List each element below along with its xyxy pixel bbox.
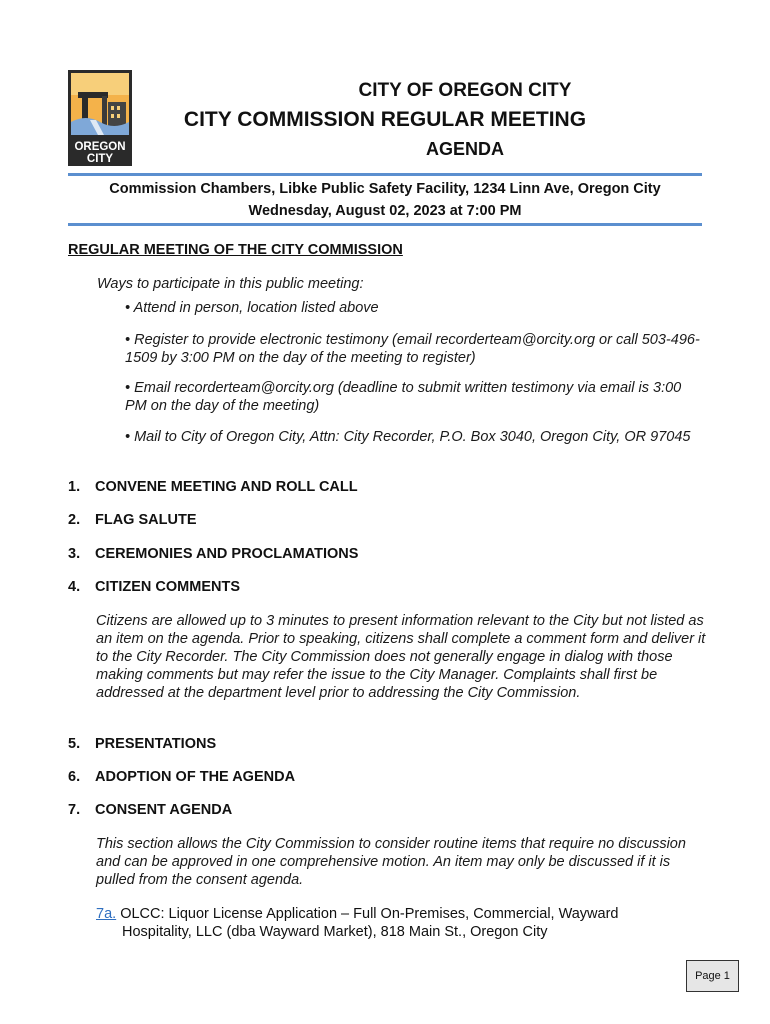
participation-bullet: • Attend in person, location listed above xyxy=(125,300,379,316)
section-title: REGULAR MEETING OF THE CITY COMMISSION xyxy=(68,242,403,258)
divider-bottom xyxy=(68,223,702,226)
consent-item-7a-text-2: Hospitality, LLC (dba Wayward Market), 818 Main St., Oregon City xyxy=(122,924,548,940)
participation-intro: Ways to participate in this public meeting: xyxy=(97,276,364,292)
logo-text-city: CITY xyxy=(86,153,114,165)
city-name: CITY OF OREGON CITY xyxy=(358,80,572,101)
consent-item-7a xyxy=(96,905,706,941)
agenda-item-5: 5. PRESENTATIONS xyxy=(68,736,217,752)
meeting-title: CITY COMMISSION REGULAR MEETING xyxy=(183,108,587,131)
agenda-item-7: 7. CONSENT AGENDA xyxy=(68,802,233,818)
consent-item-7a-text-1: OLCC: Liquor License Application – Full On-Premises, Commercial, Wayward xyxy=(120,906,619,922)
participation-bullet: • Email recorderteam@orcity.org (deadline to submit written testimony via email is 3:00 PM on the day of the meeting) xyxy=(125,380,682,414)
agenda-item-2: 2. FLAG SALUTE xyxy=(68,512,197,528)
logo-text-oregon: OREGON xyxy=(74,141,126,153)
divider-top xyxy=(68,173,702,176)
consent-agenda-description: This section allows the City Commission to consider routine items that require no discussion and can be approved in one comprehensive motion. An item may only be discussed if it is pulled from the consent agenda. xyxy=(96,836,686,888)
agenda-item-1: 1. CONVENE MEETING AND ROLL CALL xyxy=(68,479,358,495)
participation-bullet: • Mail to City of Oregon City, Attn: City Recorder, P.O. Box 3040, Oregon City, OR 97045 xyxy=(125,429,691,445)
meeting-location: Commission Chambers, Libke Public Safety Facility, 1234 Linn Ave, Oregon City xyxy=(109,181,661,197)
participation-bullet: • Register to provide electronic testimony (email recorderteam@orcity.org or call 503-496-1509 by 3:00 PM on the day of the meeting to register) xyxy=(125,332,700,366)
agenda-item-3: 3. CEREMONIES AND PROCLAMATIONS xyxy=(68,546,359,562)
agenda-item-4: 4. CITIZEN COMMENTS xyxy=(68,579,240,595)
meeting-datetime: Wednesday, August 02, 2023 at 7:00 PM xyxy=(248,203,522,219)
citizen-comments-description: Citizens are allowed up to 3 minutes to present information relevant to the City but not listed as an item on the agenda. Prior to speaking, citizens shall complete a comment form and deliver it to the City Recorder. The City Commission does not generally engage in dialog with those making comments but may refer the issue to the City Manager. Complaints shall first be addressed at the department level prior to addressing the City Commission. xyxy=(96,613,706,701)
consent-item-7a-link[interactable]: 7a. xyxy=(96,906,117,922)
agenda-item-6: 6. ADOPTION OF THE AGENDA xyxy=(68,769,296,785)
agenda-heading: AGENDA xyxy=(425,139,504,159)
page-number: Page 1 xyxy=(686,960,739,992)
